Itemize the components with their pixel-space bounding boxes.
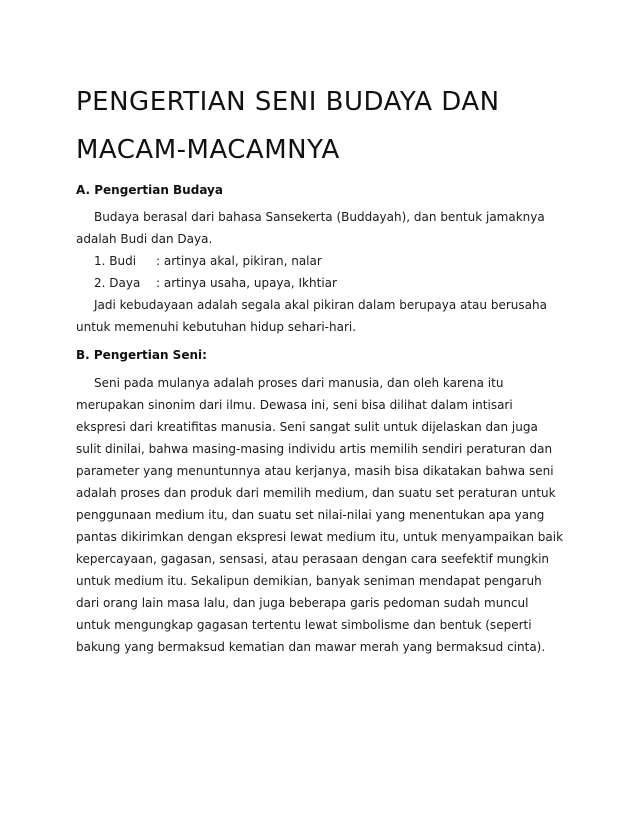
section-b-heading: B. Pengertian Seni:: [76, 348, 207, 362]
section-b-body: Seni pada mulanya adalah proses dari manusia, dan oleh karena itu merupakan sinonim dari ilmu. Dewasa ini, seni bisa dilihat dalam intisari ekspresi dari kreatifitas manusia. Seni sangat sulit untuk dijelaskan dan juga sulit dinilai, bahwa masing-masing individu artis memilih sendiri peraturan dan parameter yang menuntunnya atau kerjanya, masih bisa dikatakan bahwa seni adalah proses dan produk dari memilih medium, dan suatu set peraturan untuk penggunaan medium itu, dan suatu set nilai-nilai yang menentukan apa yang pantas dikirimkan dengan ekspresi lewat medium itu, untuk menyampaikan baik kepercayaan, gagasan, sensasi, atau perasaan dengan cara seefektif mungkin untuk medium itu. Sekalipun demikian, banyak seniman mendapat pengaruh dari orang lain masa lalu, dan juga beberapa garis pedoman sudah muncul untuk mengungkap gagasan tertentu lewat simbolisme dan bentuk (seperti bakung yang bermaksud kematian dan mawar merah yang bermaksud cinta).: [76, 376, 564, 654]
list-item-daya: [76, 272, 566, 294]
definition-daya: : artinya usaha, upaya, Ikhtiar: [156, 276, 337, 290]
document-title: [76, 78, 566, 174]
title-line-2: MACAM-MACAMNYA: [76, 135, 340, 165]
document-page: [76, 78, 566, 658]
definition-budi: : artinya akal, pikiran, nalar: [156, 254, 322, 268]
section-a-intro: Budaya berasal dari bahasa Sansekerta (Buddayah), dan bentuk jamaknya adalah Budi dan Daya.: [76, 210, 545, 246]
list-item-budi: [76, 250, 566, 272]
definition-list: [76, 250, 566, 294]
section-a-heading: A. Pengertian Budaya: [76, 183, 223, 197]
term-daya: 2. Daya: [94, 276, 141, 290]
title-line-1: PENGERTIAN SENI BUDAYA DAN: [76, 87, 500, 117]
section-a-conclusion: Jadi kebudayaan adalah segala akal pikiran dalam berupaya atau berusaha untuk memenuhi kebutuhan hidup sehari-hari.: [76, 298, 547, 334]
term-budi: 1. Budi: [94, 254, 137, 268]
